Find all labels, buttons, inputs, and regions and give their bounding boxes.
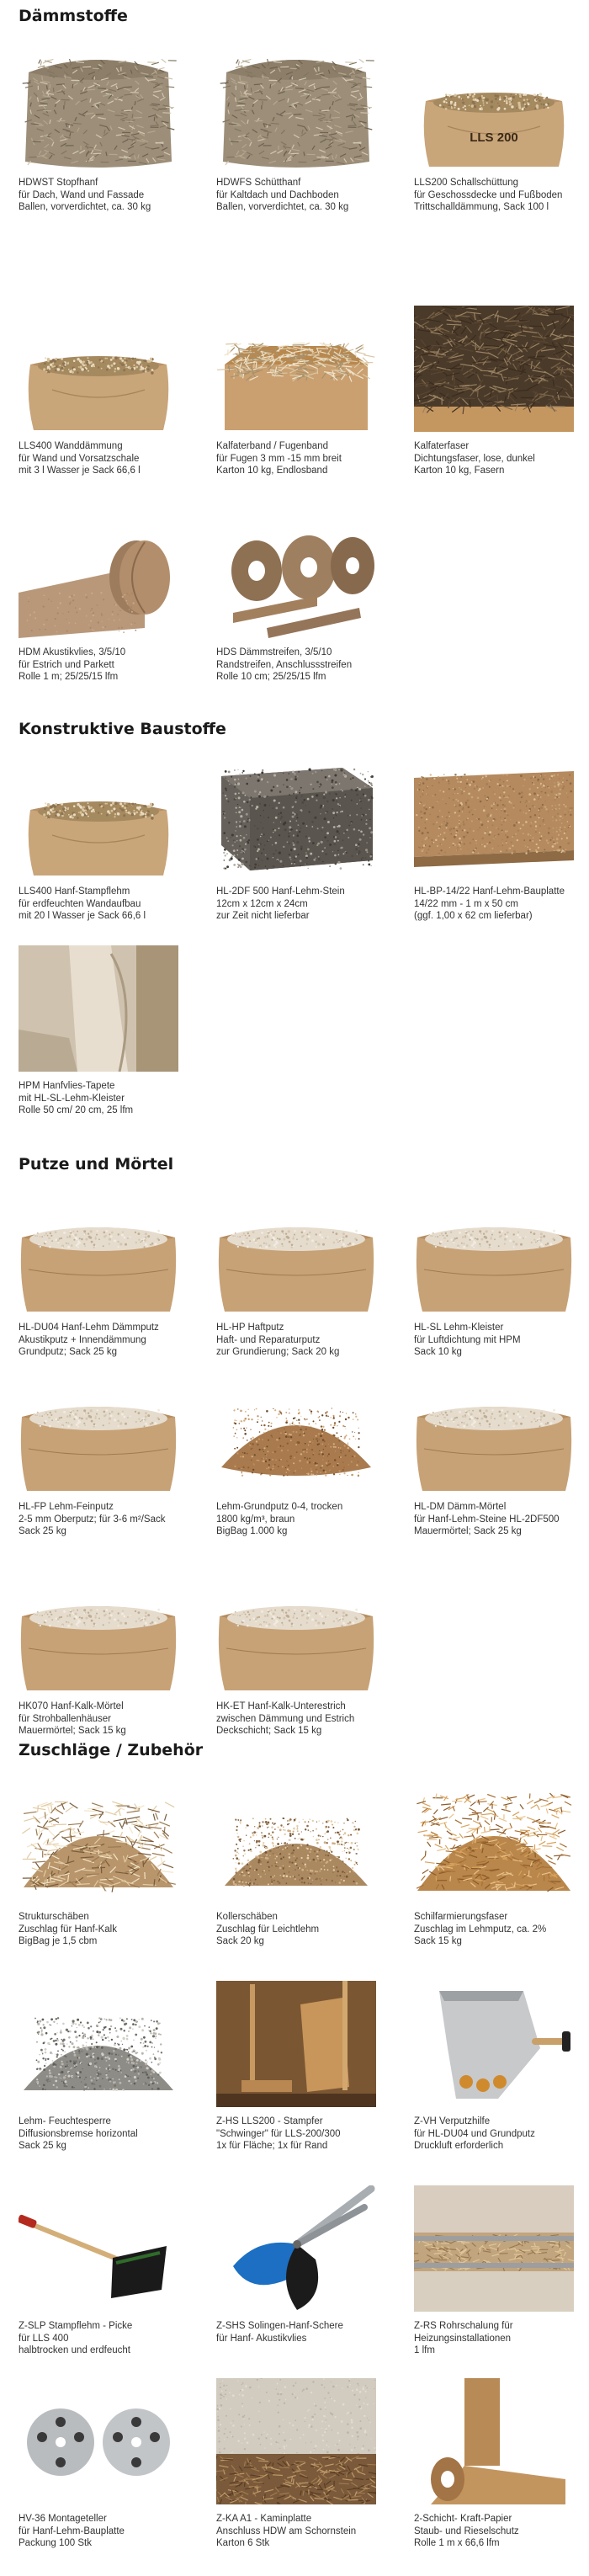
product-caption [19, 647, 191, 684]
product-name: 2-Schicht- Kraft-Papier [414, 2514, 512, 2524]
product-caption [216, 177, 389, 214]
product-card [414, 42, 586, 214]
product-detail: Karton 10 kg, Endlosband [216, 466, 328, 476]
product-card [216, 42, 389, 214]
product-card [216, 512, 389, 684]
product-caption [216, 2513, 389, 2550]
product-detail: Mauermörtel; Sack 25 kg [414, 1526, 522, 1536]
product-image [414, 1366, 574, 1493]
product-caption [414, 2513, 586, 2550]
product-caption [19, 886, 191, 923]
product-detail: Zuschlag im Lehmputz, ca. 2% [414, 1924, 547, 1935]
product-image [19, 1566, 178, 1692]
product-detail: für HL-DU04 und Grundputz [414, 2128, 535, 2139]
product-name: HL-FP Lehm-Feinputz [19, 1502, 114, 1512]
product-image [19, 1366, 178, 1493]
product-detail: 1x für Fläche; 1x für Rand [216, 2141, 328, 2151]
product-name: Z-RS Rohrschalung für [414, 2321, 513, 2331]
product-caption [216, 886, 389, 923]
product-detail: Dichtungsfaser, lose, dunkel [414, 453, 535, 464]
product-detail: mit 20 l Wasser je Sack 66,6 l [19, 911, 146, 921]
product-detail: Trittschalldämmung, Sack 100 l [414, 202, 549, 212]
product-name: Strukturschäben [19, 1912, 89, 1922]
product-card [216, 1366, 389, 1538]
product-detail: 1 lfm [414, 2345, 435, 2355]
product-detail: für Dach, Wand und Fassade [19, 189, 145, 200]
product-detail: Rolle 10 cm; 25/25/15 lfm [216, 672, 326, 682]
product-card [414, 1187, 586, 1359]
product-detail: Sack 10 kg [414, 1347, 462, 1357]
product-name: Z-SHS Solingen-Hanf-Schere [216, 2321, 343, 2331]
product-image [216, 2185, 376, 2312]
product-detail: 2-5 mm Oberputz; für 3-6 m²/Sack [19, 1514, 166, 1525]
product-name: HDWST Stopfhanf [19, 178, 98, 188]
product-detail: Akustikputz + Innendämmung [19, 1334, 146, 1345]
product-caption [19, 1911, 191, 1948]
product-detail: Rolle 50 cm/ 20 cm, 25 lfm [19, 1105, 134, 1115]
product-detail: Heizungsinstallationen [414, 2333, 512, 2344]
product-detail: für Kaltdach und Dachboden [216, 189, 339, 200]
product-name: HL-SL Lehm-Kleister [414, 1323, 504, 1333]
product-detail: 1800 kg/m³, braun [216, 1514, 295, 1525]
product-detail: Zuschlag für Hanf-Kalk [19, 1924, 117, 1935]
product-detail: Karton 10 kg, Fasern [414, 466, 505, 476]
product-detail: zur Zeit nicht lieferbar [216, 911, 310, 921]
product-card [19, 42, 191, 214]
product-caption [216, 1911, 389, 1948]
product-caption [414, 1322, 586, 1359]
product-card [414, 1981, 586, 2153]
product-image [216, 2378, 376, 2504]
product-caption [414, 2320, 586, 2357]
product-caption [414, 2116, 586, 2153]
product-card [19, 1187, 191, 1359]
product-caption [19, 2513, 191, 2550]
product-detail: für Hanf-Lehm-Bauplatte [19, 2525, 125, 2536]
product-detail: Deckschicht; Sack 15 kg [216, 1726, 322, 1736]
product-card [216, 2185, 389, 2344]
product-detail: Druckluft erforderlich [414, 2141, 504, 2151]
product-card [414, 2378, 586, 2550]
product-card [19, 2185, 191, 2357]
product-caption [414, 440, 586, 477]
product-card [414, 1366, 586, 1538]
product-caption [414, 1911, 586, 1948]
product-image [216, 1981, 376, 2107]
product-image [216, 751, 376, 877]
product-name: Lehm- Feuchtesperre [19, 2116, 111, 2126]
product-detail: zur Grundierung; Sack 20 kg [216, 1347, 340, 1357]
product-image [414, 1776, 574, 1903]
product-name: HK-ET Hanf-Kalk-Unterestrich [216, 1701, 346, 1711]
product-image [19, 2378, 178, 2504]
product-image [216, 42, 376, 168]
product-detail: 14/22 mm - 1 m x 50 cm [414, 898, 518, 909]
section-title: Konstruktive Baustoffe [19, 720, 226, 738]
product-detail: BigBag je 1,5 cbm [19, 1936, 98, 1946]
product-image [414, 751, 574, 877]
product-name: HK070 Hanf-Kalk-Mörtel [19, 1701, 124, 1711]
product-card [414, 751, 586, 923]
product-name: Z-HS LLS200 - Stampfer [216, 2116, 323, 2126]
product-image [216, 1566, 376, 1692]
product-image [19, 306, 178, 432]
product-detail: für Hanf- Akustikvlies [216, 2333, 307, 2344]
product-image [216, 1187, 376, 1313]
product-name: Z-VH Verputzhilfe [414, 2116, 491, 2126]
product-card [414, 1776, 586, 1948]
product-image [19, 1776, 178, 1903]
product-detail: Diffusionsbremse horizontal [19, 2128, 138, 2139]
product-card [216, 2378, 389, 2550]
product-card [19, 1566, 191, 1738]
product-caption [19, 440, 191, 477]
product-detail: für Geschossdecke und Fußboden [414, 189, 563, 200]
product-detail: für Luftdichtung mit HPM [414, 1334, 521, 1345]
product-detail: Karton 6 Stk [216, 2538, 270, 2548]
product-caption [19, 1322, 191, 1359]
product-card [19, 1366, 191, 1538]
product-image [414, 1187, 574, 1313]
product-caption [216, 2116, 389, 2153]
product-detail: Randstreifen, Anschlussstreifen [216, 659, 353, 670]
product-name: HDWFS Schütthanf [216, 178, 301, 188]
product-card [19, 1981, 191, 2153]
product-name: HV-36 Montageteller [19, 2514, 107, 2524]
product-detail: mit 3 l Wasser je Sack 66,6 l [19, 466, 141, 476]
product-detail: für Strohballenhäuser [19, 1713, 111, 1724]
product-caption [216, 1322, 389, 1359]
product-detail: Ballen, vorverdichtet, ca. 30 kg [216, 202, 349, 212]
product-caption [19, 2116, 191, 2153]
product-detail: für Wand und Vorsatzschale [19, 453, 140, 464]
product-name: HDM Akustikvlies, 3/5/10 [19, 647, 126, 657]
section-title: Dämmstoffe [19, 7, 128, 25]
product-detail: für Estrich und Parkett [19, 659, 114, 670]
product-card [216, 1566, 389, 1738]
product-card [19, 306, 191, 477]
product-detail: für erdfeuchten Wandaufbau [19, 898, 141, 909]
product-detail: Sack 25 kg [19, 1526, 66, 1536]
product-detail: Mauermörtel; Sack 15 kg [19, 1726, 126, 1736]
product-detail: Sack 20 kg [216, 1936, 264, 1946]
product-name: LLS200 Schallschüttung [414, 178, 519, 188]
product-detail: Anschluss HDW am Schornstein [216, 2525, 357, 2536]
product-image [414, 42, 574, 168]
product-name: LLS400 Hanf-Stampflehm [19, 886, 130, 897]
product-image [414, 306, 574, 432]
product-image [19, 42, 178, 168]
product-detail: BigBag 1.000 kg [216, 1526, 288, 1536]
product-card [19, 1776, 191, 1948]
product-caption [414, 1501, 586, 1538]
product-card [19, 945, 191, 1117]
product-name: Schilfarmierungsfaser [414, 1912, 508, 1922]
product-caption [216, 2320, 389, 2344]
product-name: Z-KA A1 - Kaminplatte [216, 2514, 312, 2524]
product-detail: Grundputz; Sack 25 kg [19, 1347, 117, 1357]
product-detail: halbtrocken und erdfeucht [19, 2345, 130, 2355]
product-name: HL-DM Dämm-Mörtel [414, 1502, 507, 1512]
product-caption [19, 1080, 191, 1117]
product-image [216, 1366, 376, 1493]
product-name: Kalfaterfaser [414, 441, 470, 451]
product-card [216, 1187, 389, 1359]
product-detail: Rolle 1 m x 66,6 lfm [414, 2538, 500, 2548]
product-card [414, 306, 586, 477]
product-detail: Packung 100 Stk [19, 2538, 92, 2548]
product-detail: für Hanf-Lehm-Steine HL-2DF500 [414, 1514, 560, 1525]
product-name: Kollerschäben [216, 1912, 278, 1922]
product-detail: Sack 25 kg [19, 2141, 66, 2151]
product-detail: 12cm x 12cm x 24cm [216, 898, 308, 909]
product-image [19, 1981, 178, 2107]
product-image [414, 2378, 574, 2504]
product-detail: Rolle 1 m; 25/25/15 lfm [19, 672, 119, 682]
product-name: HL-BP-14/22 Hanf-Lehm-Bauplatte [414, 886, 565, 897]
product-detail: (ggf. 1,00 x 62 cm lieferbar) [414, 911, 533, 921]
product-image [414, 1981, 574, 2107]
product-caption [19, 2320, 191, 2357]
product-card [19, 512, 191, 684]
product-name: HDS Dämmstreifen, 3/5/10 [216, 647, 332, 657]
product-caption [19, 177, 191, 214]
product-image [414, 2185, 574, 2312]
section-title: Putze und Mörtel [19, 1155, 174, 1174]
product-name: HL-HP Haftputz [216, 1323, 284, 1333]
product-detail: Staub- und Rieselschutz [414, 2525, 519, 2536]
product-card [414, 2185, 586, 2357]
product-image [19, 751, 178, 877]
product-detail: mit HL-SL-Lehm-Kleister [19, 1093, 125, 1104]
product-image [19, 2185, 178, 2312]
product-detail: Sack 15 kg [414, 1936, 462, 1946]
product-caption [19, 1501, 191, 1538]
product-name: HPM Hanfvlies-Tapete [19, 1081, 115, 1091]
product-caption [414, 177, 586, 214]
product-caption [216, 1700, 389, 1738]
product-image [19, 1187, 178, 1313]
svg-text:LLS 200: LLS 200 [470, 130, 518, 145]
product-detail: Ballen, vorverdichtet, ca. 30 kg [19, 202, 151, 212]
product-image [216, 306, 376, 432]
product-card [216, 1776, 389, 1948]
product-name: HL-DU04 Hanf-Lehm Dämmputz [19, 1323, 159, 1333]
product-card [19, 751, 191, 923]
product-caption [216, 1501, 389, 1538]
product-image [216, 1776, 376, 1903]
product-card [216, 306, 389, 477]
product-detail: Zuschlag für Leichtlehm [216, 1924, 320, 1935]
product-caption [216, 647, 389, 684]
product-caption [19, 1700, 191, 1738]
product-detail: "Schwinger" für LLS-200/300 [216, 2128, 341, 2139]
product-image [216, 512, 376, 638]
product-name: Z-SLP Stampflehm - Picke [19, 2321, 133, 2331]
product-detail: für Fugen 3 mm -15 mm breit [216, 453, 342, 464]
product-image [19, 512, 178, 638]
product-card [216, 1981, 389, 2153]
product-name: Lehm-Grundputz 0-4, trocken [216, 1502, 343, 1512]
product-name: HL-2DF 500 Hanf-Lehm-Stein [216, 886, 345, 897]
section-title: Zuschläge / Zubehör [19, 1741, 204, 1759]
product-card [19, 2378, 191, 2550]
product-image [19, 945, 178, 1072]
product-caption [414, 886, 586, 923]
product-detail: Haft- und Reparaturputz [216, 1334, 321, 1345]
product-caption [216, 440, 389, 477]
product-detail: für LLS 400 [19, 2333, 69, 2344]
product-detail: zwischen Dämmung und Estrich [216, 1713, 355, 1724]
product-name: Kalfaterband / Fugenband [216, 441, 328, 451]
product-name: LLS400 Wanddämmung [19, 441, 123, 451]
product-card [216, 751, 389, 923]
